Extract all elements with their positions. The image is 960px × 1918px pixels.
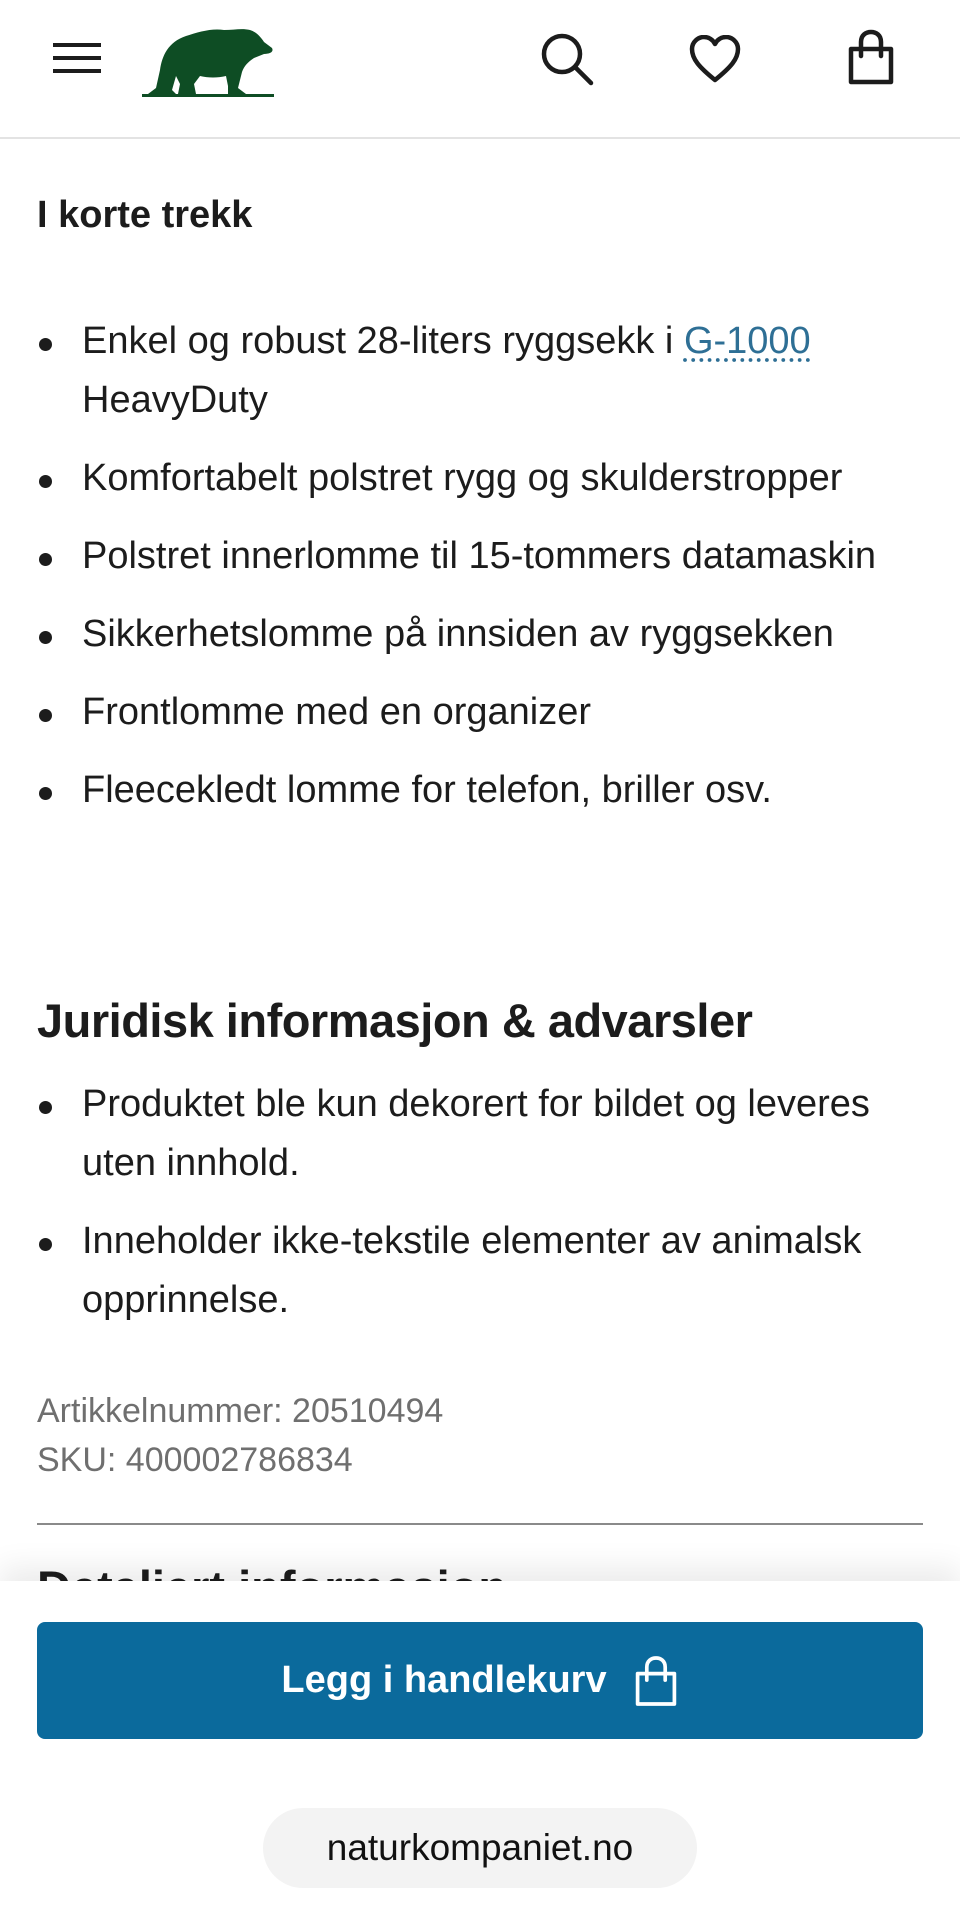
- divider: [37, 1523, 923, 1525]
- url-text: naturkompaniet.no: [326, 1827, 634, 1868]
- add-to-cart-label: Legg i handlekurv: [281, 1659, 607, 1701]
- g1000-link[interactable]: G-1000: [683, 320, 811, 362]
- search-icon: [540, 32, 594, 86]
- menu-button[interactable]: [48, 36, 106, 80]
- list-item-text: HeavyDuty: [82, 379, 268, 421]
- list-item-text: Enkel og robust 28-liters ryggsekk i: [82, 320, 684, 362]
- list-item: [37, 312, 923, 430]
- list-item: Inneholder ikke-tekstile elementer av animalsk opprinnelse.: [37, 1212, 923, 1330]
- bear-logo-icon: [142, 18, 274, 98]
- menu-icon: [53, 40, 101, 76]
- sticky-bottom-bar: [0, 1581, 960, 1918]
- heart-icon: [689, 35, 741, 83]
- legal-title: Juridisk informasjon & advarsler: [37, 994, 753, 1047]
- short-summary-title: I korte trekk: [37, 194, 253, 236]
- search-button[interactable]: [534, 26, 600, 92]
- product-identifiers: [37, 1387, 443, 1485]
- list-item: Komfortabelt polstret rygg og skulderstropper: [37, 449, 923, 508]
- list-item: Frontlomme med en organizer: [37, 683, 923, 742]
- sku-number: SKU: 400002786834: [37, 1441, 353, 1479]
- wishlist-button[interactable]: [682, 26, 748, 92]
- site-header: [0, 0, 960, 139]
- cart-button[interactable]: [838, 24, 904, 90]
- browser-address-bar[interactable]: [263, 1808, 697, 1888]
- list-item: Polstret innerlomme til 15-tommers datamaskin: [37, 527, 923, 586]
- article-number: Artikkelnummer: 20510494: [37, 1392, 444, 1430]
- legal-list: [37, 1075, 923, 1349]
- list-item: Fleecekledt lomme for telefon, briller osv.: [37, 761, 923, 820]
- list-item: Produktet ble kun dekorert for bildet og leveres uten innhold.: [37, 1075, 923, 1193]
- add-to-cart-button[interactable]: [37, 1622, 923, 1739]
- feature-list: [37, 312, 923, 839]
- shopping-bag-icon: [633, 1655, 679, 1707]
- list-item: Sikkerhetslomme på innsiden av ryggsekken: [37, 605, 923, 664]
- shopping-bag-icon: [846, 29, 896, 85]
- home-logo-link[interactable]: [142, 18, 274, 98]
